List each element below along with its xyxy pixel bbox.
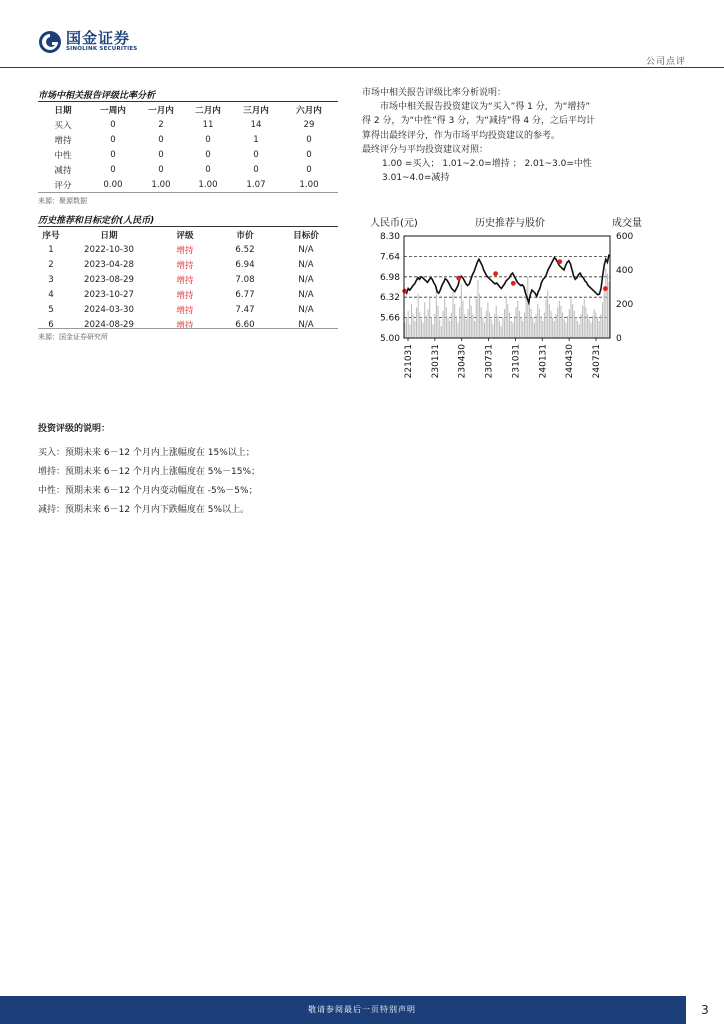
chart-title: 历史推荐与股价 [475,218,545,229]
volume-bar [424,302,425,338]
table-row [38,242,338,257]
history-cell: 6.94 [235,259,255,270]
volume-bar [532,318,533,338]
history-header-cell: 目标价 [293,230,319,241]
volume-bar [567,316,568,338]
volume-bar [542,321,543,338]
y2-tick-label: 400 [616,266,634,276]
chart-gridlines [404,256,610,317]
volume-bar [589,319,590,338]
x-tick-label: 240731 [592,344,602,379]
volume-bar [439,319,440,338]
volume-bar [544,313,545,339]
volume-bar [456,316,457,338]
rating-explanation [362,86,692,185]
y2-tick-label: 0 [616,334,622,344]
table-row [38,117,338,132]
volume-bar [590,323,591,338]
history-cell: 增持 [176,320,194,331]
rating-stats-cell: 0 [110,164,116,175]
volume-bar [451,313,452,339]
rating-stats-cell: 0 [205,164,211,175]
rating-stats-cell: 买入 [54,120,72,131]
volume-bar [605,268,606,338]
history-cell: 4 [48,289,54,300]
rating-stats-cell: 1 [253,134,259,145]
rating-stats-cell: 0 [110,134,116,145]
volume-bar [413,314,414,338]
volume-bar [408,311,409,338]
volume-bar [499,321,500,338]
rating-stats-header-cell: 一月内 [148,105,174,116]
volume-bar [423,323,424,338]
volume-bar [409,324,410,338]
volume-bar [549,304,550,338]
rating-stats-cell: 29 [303,119,315,130]
volume-bar [502,318,503,338]
volume-bar [462,301,463,338]
volume-bar [555,314,556,338]
y-tick-label: 6.32 [379,293,400,304]
history-cell: 6 [48,319,54,330]
explanation-line: 算得出最终评分，作为市场平均投资建议的参考。 [362,130,561,141]
recommendation-marker [511,281,516,286]
recommendation-marker [603,286,608,291]
volume-bar [539,309,540,338]
volume-bar [560,306,561,338]
volume-bar [585,307,586,338]
rating-stats-cell: 1.00 [151,179,171,190]
recommendation-marker [456,276,461,281]
rating-stats-cell: 0 [253,164,259,175]
rating-stats-cell: 1.07 [246,179,266,190]
volume-bar [479,294,480,338]
volume-bar [438,306,439,338]
rating-stats-cell: 增持 [54,135,72,146]
volume-bar [579,324,580,338]
history-header-cell: 市价 [236,230,254,241]
explanation-line: 市场中相关报告投资建议为“买入”得 1 分，为“增持” [380,102,591,113]
history-header-cell: 序号 [42,230,60,241]
volume-bar [550,311,551,338]
volume-bar [572,304,573,338]
rating-stats-cell: 1.00 [299,179,319,190]
volume-bar [484,323,485,338]
rating-definition-neutral: 中性：预期未来 6－12 个月内变动幅度在 -5%－5%； [38,486,258,496]
volume-bar [474,321,475,338]
volume-bar [466,319,467,338]
rating-stats-cell: 0 [158,164,164,175]
company-logo [38,30,137,54]
table-row [38,272,338,287]
volume-bar [547,290,548,338]
volume-bar [494,314,495,338]
volume-bar [429,297,430,338]
volume-bar [569,309,570,338]
table-row [38,257,338,272]
history-cell: 2023-10-27 [84,289,134,300]
history-cell: 3 [48,274,54,285]
volume-bar [541,316,542,338]
volume-bar [517,301,518,338]
rating-stats-cell: 14 [250,119,262,130]
y2-tick-label: 200 [616,300,634,310]
rating-stats-bottom-rule [38,192,338,193]
history-cell: 6.52 [235,244,255,255]
rating-stats-header-cell: 日期 [54,105,72,116]
explanation-line: 市场中相关报告评级比率分析说明： [362,88,507,98]
rating-stats-source: 来源：聚源数据 [38,197,87,205]
volume-bar [602,302,603,338]
volume-bar [501,326,502,338]
volume-bar [454,304,455,338]
volume-bar [486,311,487,338]
volume-bar [411,304,412,338]
volume-bar [522,321,523,338]
rating-stats-cell: 0 [158,134,164,145]
rating-stats-header-cell: 三月内 [243,105,269,116]
volume-bar [570,297,571,338]
explanation-line: 得 2 分，为“中性”得 3 分，为“减持”得 4 分，之后平均计 [362,116,595,127]
volume-bar [557,307,558,338]
history-bottom-rule [38,328,338,329]
volume-bar [552,318,553,338]
history-cell: 增持 [176,275,194,286]
explanation-line: 1.00 =买入； 1.01~2.0=增持 ； 2.01~3.0=中性 [382,159,592,170]
volume-bar [564,319,565,338]
volume-bar [414,321,415,338]
history-cell: 2023-04-28 [84,259,134,270]
y-tick-label: 6.98 [379,272,400,283]
volume-bar [584,299,585,338]
recommendation-marker [493,271,498,276]
volume-bar [497,316,498,338]
rating-definitions-title: 投资评级的说明： [38,424,111,434]
history-cell: 5 [48,304,54,315]
volume-bar [441,326,442,338]
history-header-row [38,227,338,242]
history-cell: N/A [298,244,314,255]
volume-bar [464,314,465,338]
volume-bar [506,296,507,339]
price-series-line [405,255,609,303]
history-cell: 1 [48,244,54,255]
history-cell: 2024-03-30 [84,304,134,315]
volume-bar [507,304,508,338]
volume-bar [428,309,429,338]
y2-tick-label: 600 [616,232,634,242]
volume-bar [419,313,420,339]
x-tick-label: 230731 [484,344,495,379]
history-cell: N/A [298,274,314,285]
volume-bar [406,318,407,338]
volume-bar [504,309,505,338]
header-divider [0,67,724,68]
volume-bar [433,324,434,338]
volume-bar [577,321,578,338]
volume-bar [607,273,608,338]
volume-bar [599,321,600,338]
history-cell: 7.47 [235,304,255,315]
history-cell: N/A [298,304,314,315]
volume-bar [534,323,535,338]
chart-ylabel: 人民币(元) [370,218,418,229]
explanation-line: 3.01~4.0=减持 [382,173,450,184]
table-row [38,177,338,192]
rating-stats-cell: 中性 [54,150,72,161]
rating-stats-header-cell: 六月内 [296,105,322,116]
page-number: 3 [686,996,724,1024]
volume-bar [524,313,525,339]
history-cell: 增持 [176,290,194,301]
history-cell: 7.08 [235,274,255,285]
logo-cn-text: 国金证券 [66,29,131,47]
rating-stats-cell: 0 [205,134,211,145]
explanation-line: 最终评分与平均投资建议对照： [362,144,489,155]
volume-bar [527,277,528,338]
volume-bar [574,311,575,338]
recommendation-marker [557,259,562,264]
history-source: 来源：国金证券研究所 [38,333,108,341]
y-tick-label: 5.66 [379,313,400,324]
volume-bar [431,318,432,338]
history-cell: 2022-10-30 [84,244,134,255]
volume-bar [444,299,445,338]
volume-bar [509,313,510,339]
rating-stats-cell: 1.00 [198,179,218,190]
sinolink-logo-icon [38,30,62,54]
volume-bar [426,316,427,338]
volume-bar [487,302,488,338]
volume-bar [421,319,422,338]
volume-bar [604,287,605,338]
history-cell: N/A [298,289,314,300]
volume-bar [537,304,538,338]
recommendation-marker [402,289,407,294]
volume-bar [489,313,490,339]
history-table [38,227,338,332]
history-cell: 6.77 [235,289,255,300]
volume-bar [447,318,448,338]
volume-bar [562,313,563,339]
rating-definition-overweight: 增持：预期未来 6－12 个月内上涨幅度在 5%－15%； [38,467,261,477]
volume-bar [597,318,598,338]
volume-bar [521,318,522,338]
report-type: 公司点评 [645,57,686,67]
volume-bar [565,323,566,338]
volume-bar [416,307,417,338]
table-row [38,147,338,162]
rating-definition-buy: 买入：预期未来 6－12 个月内上涨幅度在 15%以上； [38,448,255,458]
history-cell: 增持 [176,305,194,316]
history-cell: 2024-08-29 [84,319,134,330]
history-header-cell: 评级 [176,230,194,241]
rating-stats-cell: 0 [306,134,312,145]
volume-bar [516,307,517,338]
rating-stats-cell: 0.00 [103,179,123,190]
price-line [405,255,609,303]
rating-stats-cell: 0 [158,149,164,160]
rating-stats-cell: 0 [110,119,116,130]
volume-bar [595,313,596,339]
history-cell: N/A [298,319,314,330]
volume-bar [594,309,595,338]
volume-bar [559,301,560,338]
volume-bar [531,309,532,338]
volume-bar [459,307,460,338]
volume-bar [434,314,435,338]
volume-bar [600,314,601,338]
y-tick-label: 7.64 [379,252,400,263]
y-tick-label: 8.30 [379,232,400,242]
rating-stats-cell: 11 [202,119,214,130]
table-row [38,317,338,332]
rating-stats-cell: 0 [110,149,116,160]
history-cell: 6.60 [235,319,255,330]
volume-bar [514,316,515,338]
rating-stats-cell: 减持 [54,165,72,176]
volume-bar [452,292,453,338]
volume-bar [582,306,583,338]
table-row [38,302,338,317]
volume-bar [512,323,513,338]
volume-bar [575,318,576,338]
volume-bar [457,323,458,338]
volume-bar [443,311,444,338]
footer-disclaimer: 敬请参阅最后一页特别声明 [308,1005,416,1014]
rating-stats-cell: 0 [205,149,211,160]
history-cell: 2023-08-29 [84,274,134,285]
volume-bar [418,294,419,338]
history-cell: 增持 [176,245,194,256]
volume-bar [592,316,593,338]
x-tick-label: 231031 [511,344,522,379]
rating-stats-cell: 0 [306,149,312,160]
volume-bar [536,314,537,338]
table-row [38,287,338,302]
volume-bar [546,299,547,338]
chart-y2label: 成交量 [612,218,642,229]
x-tick-label: 240131 [538,344,549,379]
volume-bar [467,309,468,338]
history-cell: N/A [298,259,314,270]
rating-stats-cell: 2 [158,119,164,130]
rating-stats-header-row [38,102,338,117]
volume-bar [476,299,477,338]
table-row [38,132,338,147]
volume-bar [436,287,437,338]
price-history-chart [360,212,660,412]
volume-bar [580,314,581,338]
history-header-cell: 日期 [100,230,118,241]
x-tick-label: 230131 [430,344,441,379]
rating-stats-cell: 评分 [54,180,72,191]
rating-definition-underweight: 减持：预期未来 6－12 个月内下跌幅度在 5%以上。 [38,505,250,515]
rating-stats-table [38,102,338,192]
volume-bar [491,319,492,338]
volume-bar [449,321,450,338]
volume-bar [472,314,473,338]
volume-bar [511,321,512,338]
x-tick-label: 221031 [404,344,414,379]
table-row [38,162,338,177]
volume-bar [461,284,462,338]
rating-stats-cell: 0 [306,164,312,175]
history-cell: 2 [48,259,54,270]
volume-bar [481,307,482,338]
volume-bar [469,296,470,339]
volume-bar [482,318,483,338]
volume-bars [404,268,609,338]
volume-bar [471,306,472,338]
volume-bar [446,307,447,338]
volume-bar [587,314,588,338]
volume-bar [519,311,520,338]
y-tick-label: 5.00 [379,334,400,344]
volume-bar [554,321,555,338]
rating-stats-header-cell: 二月内 [195,105,221,116]
volume-bar [492,324,493,338]
rating-stats-title: 市场中相关报告评级比率分析 [38,91,156,101]
logo-en-text: SINOLINK SECURITIES [66,46,138,52]
x-tick-label: 240430 [565,344,576,379]
rating-stats-header-cell: 一周内 [100,105,126,116]
history-cell: 增持 [176,260,194,271]
rating-stats-cell: 0 [253,149,259,160]
volume-bar [496,306,497,338]
x-tick-label: 230430 [457,344,468,379]
volume-bar [477,280,478,338]
history-title: 历史推荐和目标定价(人民币) [38,216,155,226]
